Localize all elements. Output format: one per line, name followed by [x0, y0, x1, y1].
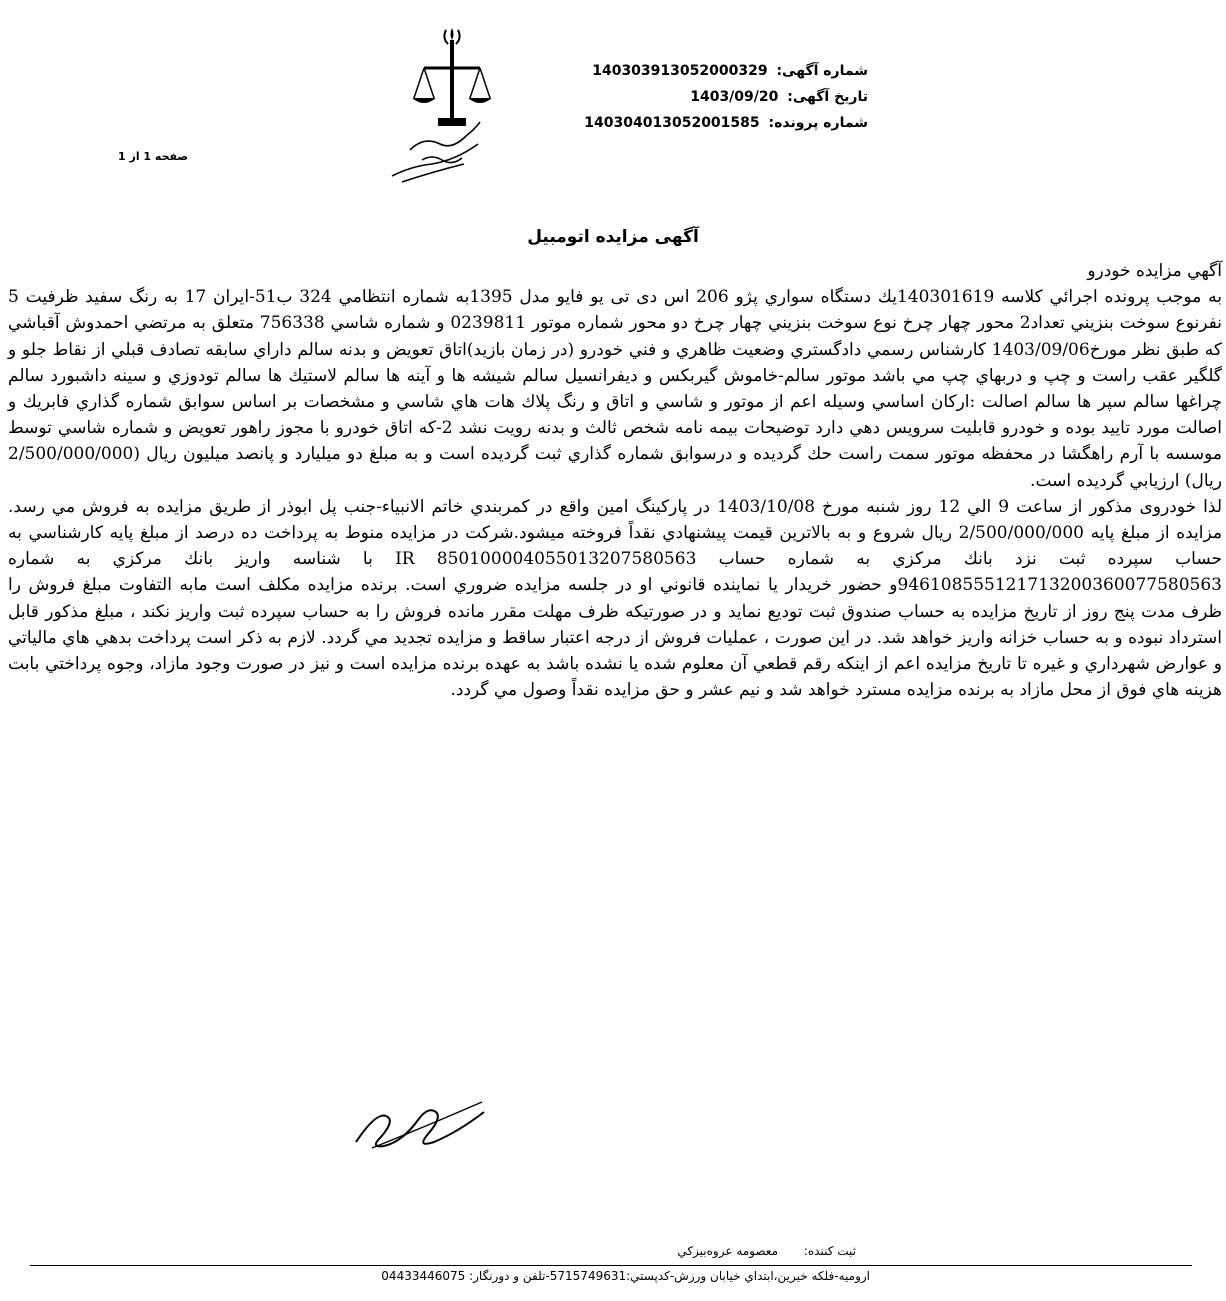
case-number-row	[568, 110, 868, 136]
document-title: آگهی مزایده اتومبیل	[527, 227, 699, 247]
notice-paragraph-2: لذا خودروی مذكور از ساعت 9 الي 12 روز شنبه مورخ 1403/10/08 در پاركينگ امين واقع در كمربندي خاتم الانبياء-جنب پل ابوذر از طريق مزايده به فروش مي رسد. مزايده از مبلغ پايه 2/500/000/000 ريال شروع و به بالاترين قيمت پيشنهادي نقداً فروخته ميشود.شركت در مزايده منوط به پرداخت ده درصد از مبلغ پايه كارشناسي به حساب سپرده ثبت نزد بانك مركزي به شماره حساب IR 850100004055013207580563 با شناسه واريز بانك مركزي به شماره 946108555121713200360077580563و حضور خريدار يا نماينده قانوني او در جلسه مزايده ضروري است. برنده مزايده مكلف است مابه التفاوت مبلغ فروش را ظرف مدت پنج روز از تاريخ مزايده به حساب صندوق ثبت توديع نمايد و در صورتيكه ظرف مهلت مقرر مانده فروش را به حساب سپرده ثبت واريز نكند ، مبلغ مذكور قابل استرداد نبوده و به حساب خزانه واريز خواهد شد. در اين صورت ، عمليات فروش از درجه اعتبار ساقط و مزايده تجديد مي گردد. لازم به ذكر است پرداخت بدهي هاي مالياتي و عوارض شهرداري و غيره تا تاريخ مزايده اعم از اينكه رقم قطعي آن معلوم شده يا نشده باشد به عهده برنده مزايده است و نيز در صورت وجود مازاد، وجوه پرداختي بابت هزينه هاي فوق از محل مازاد به برنده مزايده مسترد خواهد شد و نيم عشر و حق مزايده نقداً وصول مي گردد.	[8, 496, 1222, 701]
judiciary-emblem-logo	[362, 18, 512, 183]
notice-date-label: تاریخ آگهی:	[787, 89, 868, 105]
notice-number-label: شماره آگهی:	[776, 63, 868, 79]
signature	[352, 1088, 492, 1158]
registrar-name: معصومه عروه‌بيزكي	[677, 1244, 779, 1258]
registrar-label: ثبت كننده:	[803, 1244, 856, 1258]
notice-date-row	[568, 84, 868, 110]
notice-number-row	[568, 58, 868, 84]
case-number: 140304013052001585	[584, 115, 760, 131]
office-address: اروميه-فلكه خيرين،ابتداي خيابان ورزش-كدپستي:5715749631-تلفن و دورنگار: 04433446075	[381, 1269, 870, 1283]
registrar	[677, 1244, 856, 1258]
case-number-label: شماره پرونده:	[768, 115, 868, 131]
notice-paragraph-1: به موجب پرونده اجرائي كلاسه 140301619يك دستگاه سواري پژو 206 اس دی تی يو فايو مدل 1395به شماره انتظامي 324 ب51-ايران 17 به رنگ سفيد ظرفيت 5 نفرنوع سوخت بنزيني تعداد2 محور چهار چرخ نوع سوخت بنزيني چهار چرخ دو محور شماره موتور 0239811 و شماره شاسي 756338 متعلق به مرتضي احمدوش آقباشي كه طبق نظر مورخ1403/09/06 كارشناس رسمي دادگستري وضعيت ظاهري و فني خودرو (در زمان بازيد)اتاق تعويض و بدنه سالم داراي سابقه تصادف قبلي از نقاط جلو و گلگير عقب راست و چپ و دربهاي چپ مي باشد موتور سالم-خاموش گيربكس و ديفرانسيل سالم شيشه ها و آينه ها سالم لاستيك ها سالم تودوزي و سينه داشبورد سالم چراغها سالم سپر ها سالم اصالت :اركان اساسي وسيله اعم از موتور و شاسي و اتاق و رنگ پلاك هات هاي شاسي و مشخصات بر اساس سوابق شماره گذاري فابريك و اصالت مورد تاييد بوده و خودرو قابليت سرويس دهي دارد توضيحات بيمه نامه شخص ثالث و بدنه رويت نشد 2-كه اتاق خودرو با مجوز راهور تعويض و شماره شاسي توسط موسسه با آرم راهگشا در محفظه موتور سمت راست حك گرديده و درسوابق شماره گذاري ثبت گرديده است و به مبلغ دو ميليارد و پانصد ميليون ريال (2/500/000/000 ريال) ارزيابي گرديده است.	[8, 287, 1223, 491]
notice-number: 140303913052000329	[592, 63, 768, 79]
notice-meta	[568, 58, 868, 136]
notice-date: 1403/09/20	[690, 89, 779, 105]
footer-divider	[30, 1265, 1192, 1266]
notice-body	[8, 258, 1222, 703]
notice-intro: آگهي مزايده خودرو	[1087, 261, 1222, 281]
page-number: صفحه 1 از 1	[118, 150, 189, 163]
